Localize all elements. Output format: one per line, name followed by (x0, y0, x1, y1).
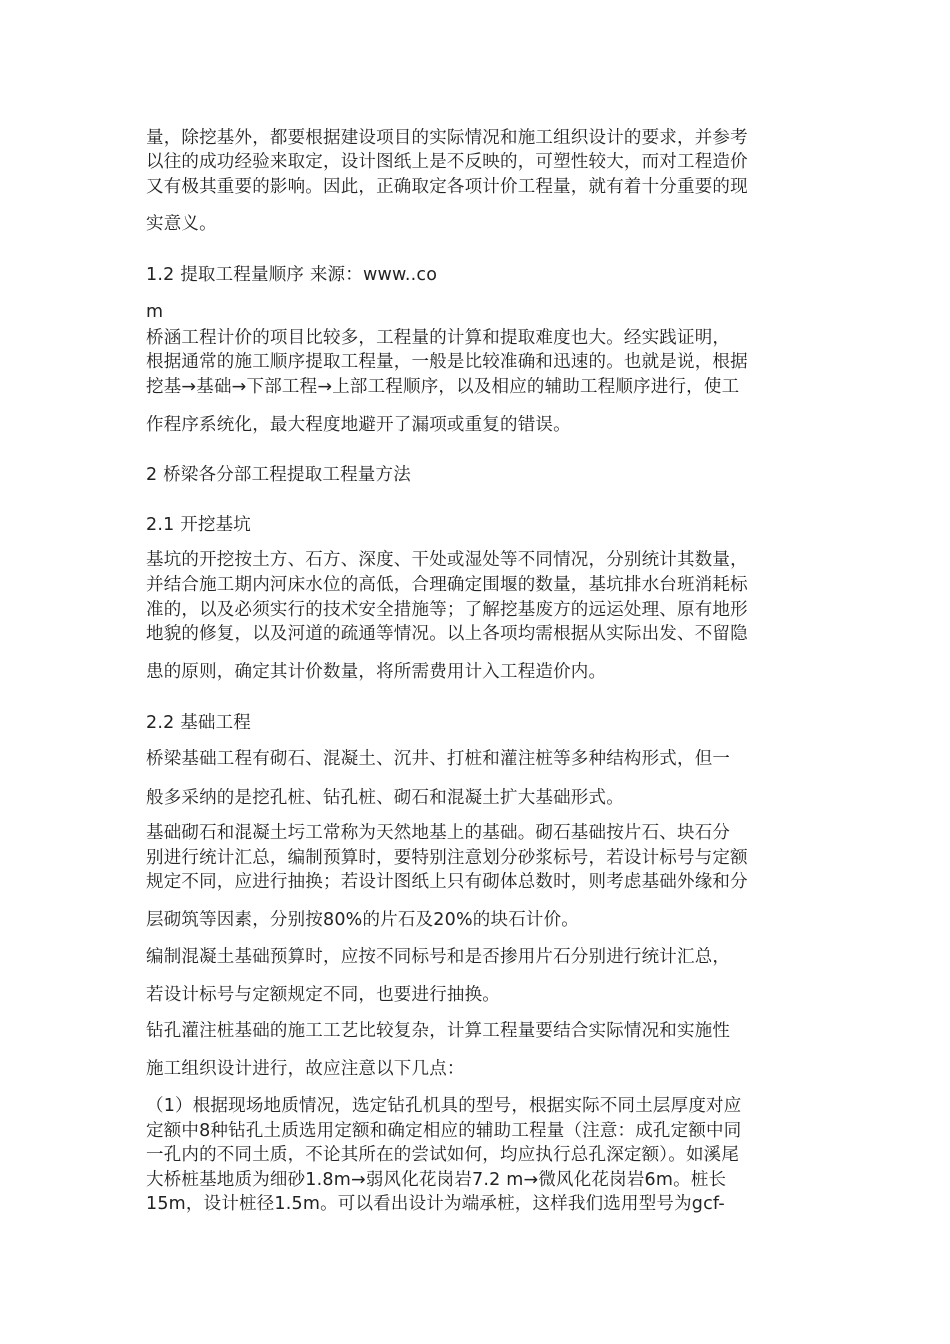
paragraph-2-2b-line-1: 基础砌石和混凝土圬工常称为天然地基上的基础。砌石基础按片石、块石分 (146, 823, 731, 843)
paragraph-2-1-line-2: 并结合施工期内河床水位的高低，合理确定围堰的数量，基坑排水台班消耗标 (146, 575, 748, 595)
paragraph-1-2-line-3: 挖基→基础→下部工程→上部工程顺序，以及相应的辅助工程顺序进行，使工 (146, 377, 740, 397)
paragraph-2-2e-line-2: 定额中8种钻孔土质选用定额和确定相应的辅助工程量（注意：成孔定额中同 (146, 1121, 742, 1141)
paragraph-2-1-line-5: 患的原则，确定其计价数量，将所需费用计入工程造价内。 (146, 662, 607, 682)
paragraph-1-2-line-2: 根据通常的施工顺序提取工程量，一般是比较准确和迅速的。也就是说，根据 (146, 352, 748, 372)
paragraph-2-2d-line-1: 钻孔灌注桩基础的施工工艺比较复杂，计算工程量要结合实际情况和实施性 (146, 1021, 731, 1041)
paragraph-2-2e-line-1: （1）根据现场地质情况，选定钻孔机具的型号，根据实际不同土层厚度对应 (146, 1096, 742, 1116)
paragraph-2-2b-line-3: 规定不同，应进行抽换；若设计图纸上只有砌体总数时，则考虑基础外缘和分 (146, 872, 748, 892)
paragraph-2-2e-line-5: 15m，设计桩径1.5m。可以看出设计为端承桩，这样我们选用型号为gcf- (146, 1194, 725, 1214)
paragraph-1-2-line-4: 作程序系统化，最大程度地避开了漏项或重复的错误。 (146, 415, 571, 435)
paragraph-intro-line-3: 又有极其重要的影响。因此，正确取定各项计价工程量，就有着十分重要的现 (146, 177, 748, 197)
paragraph-intro-line-2: 以往的成功经验来取定，设计图纸上是不反映的，可塑性较大，而对工程造价 (146, 152, 748, 172)
section-heading-2-1: 2.1 开挖基坑 (146, 515, 251, 535)
paragraph-2-2c-line-1: 编制混凝土基础预算时，应按不同标号和是否掺用片石分别进行统计汇总， (146, 947, 731, 967)
paragraph-2-2b-line-2: 别进行统计汇总，编制预算时，要特别注意划分砂浆标号，若设计标号与定额 (146, 848, 748, 868)
paragraph-2-1-line-3: 准的，以及必须实行的技术安全措施等；了解挖基废方的远运处理、原有地形 (146, 600, 748, 620)
section-heading-1-2: 1.2 提取工程量顺序 来源：www..co (146, 265, 438, 285)
paragraph-intro-line-1: 量，除挖基外，都要根据建设项目的实际情况和施工组织设计的要求，并参考 (146, 128, 748, 148)
paragraph-intro-line-4: 实意义。 (146, 214, 217, 234)
section-heading-2-2: 2.2 基础工程 (146, 713, 251, 733)
paragraph-2-1-line-4: 地貌的修复，以及河道的疏通等情况。以上各项均需根据从实际出发、不留隐 (146, 624, 748, 644)
paragraph-2-2a-line-1: 桥梁基础工程有砌石、混凝土、沉井、打桩和灌注桩等多种结构形式，但一 (146, 749, 731, 769)
paragraph-2-2d-line-2: 施工组织设计进行，故应注意以下几点： (146, 1059, 465, 1079)
paragraph-2-2e-line-3: 一孔内的不同土质，不论其所在的尝试如何，均应执行总孔深定额）。如溪尾 (146, 1145, 740, 1165)
paragraph-2-1-line-1: 基坑的开挖按土方、石方、深度、干处或湿处等不同情况，分别统计其数量， (146, 550, 748, 570)
paragraph-2-2b-line-4: 层砌筑等因素，分别按80%的片石及20%的块石计价。 (146, 910, 579, 930)
paragraph-2-2c-line-2: 若设计标号与定额规定不同，也要进行抽换。 (146, 985, 500, 1005)
section-heading-2: 2 桥梁各分部工程提取工程量方法 (146, 465, 411, 485)
section-heading-1-2-continued: m (146, 302, 164, 322)
paragraph-2-2a-line-2: 般多采纳的是挖孔桩、钻孔桩、砌石和混凝土扩大基础形式。 (146, 788, 624, 808)
paragraph-1-2-line-1: 桥涵工程计价的项目比较多，工程量的计算和提取难度也大。经实践证明， (146, 328, 731, 348)
paragraph-2-2e-line-4: 大桥桩基地质为细砂1.8m→弱风化花岗岩7.2 m→微风化花岗岩6m。桩长 (146, 1170, 727, 1190)
